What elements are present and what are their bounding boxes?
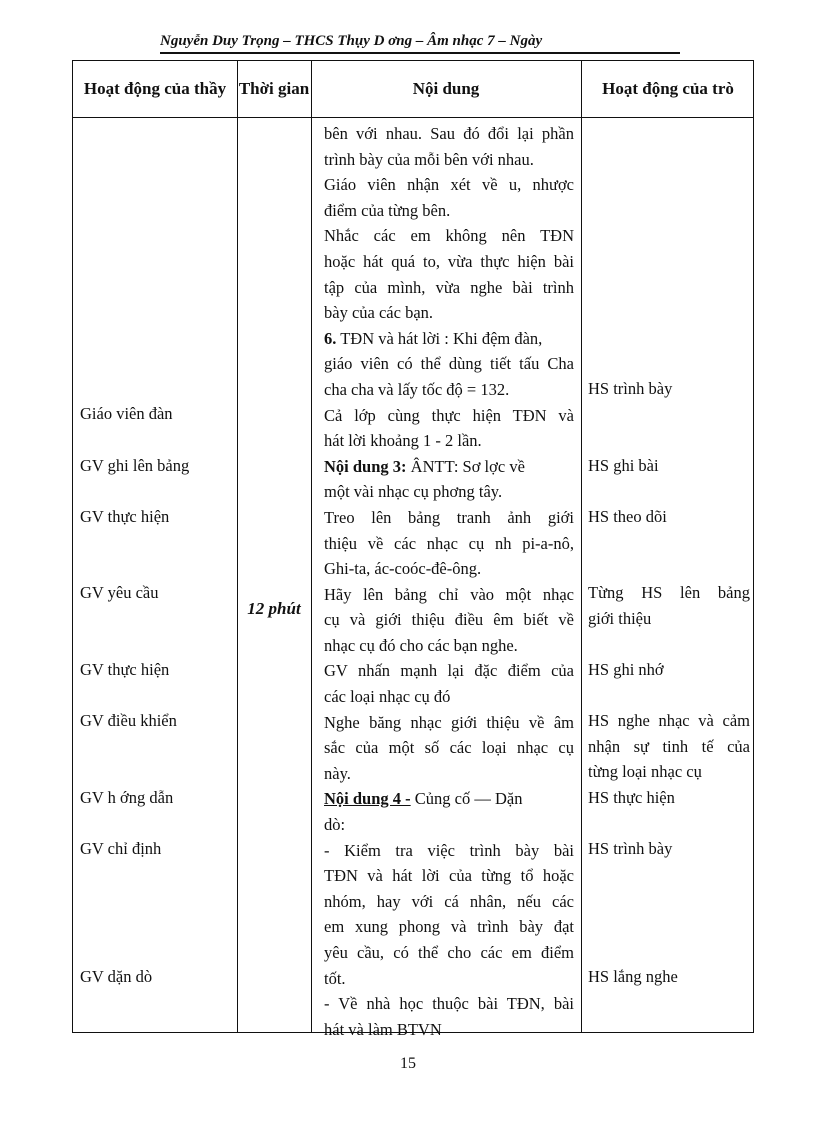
content-line: nhóm, hay với cá nhân, nếu các [324,891,574,911]
content-line-rest: ÂNTT: Sơ lợc về [406,456,525,476]
content-line: cụ và giới thiệu điều êm biết về [324,610,574,630]
student-activity-line: từng loại nhạc cụ [588,762,702,782]
column-divider [237,61,238,1032]
student-activity-line: HS nghe nhạc và cảm [588,711,750,730]
content-line [324,454,574,480]
content-line: - Về nhà học thuộc bài TĐN, bài [324,994,574,1014]
header-content: Nội dung [412,79,480,98]
content-line: Hãy lên bảng chỉ vào một nhạc [324,584,574,604]
header-student-activity: Hoạt động của trò [602,79,734,98]
content-line: này. [324,763,351,783]
teacher-activity: GV yêu cầu [80,583,159,602]
content-line: - Kiểm tra việc trình bày bài [324,840,574,860]
section-heading: Nội dung 3: [324,456,407,476]
teacher-activity: GV thực hiện [80,660,170,679]
time-value: 12 phút [247,599,301,618]
content-line: nhạc cụ đó cho các bạn nghe. [324,635,518,655]
student-activity-line: giới thiệu [588,608,652,628]
teacher-activity: GV chỉ định [80,839,162,858]
content-line: bên với nhau. Sau đó đổi lại phần [324,124,574,143]
student-activity: HS thực hiện [588,788,675,807]
student-activity: HS theo dõi [588,507,667,526]
content-text [324,121,574,1042]
content-line-rest: TĐN và hát lời : Khi đệm đàn, [336,328,543,348]
section-heading: Nội dung 4 - [324,789,411,809]
content-line: dò: [324,815,346,835]
content-line-rest: Củng cố — Dặn [410,789,523,809]
header-time: Thời gian [238,79,310,98]
content-line: bày của các bạn. [324,303,434,323]
header-row-divider [73,117,753,118]
teacher-activity: Giáo viên đàn [80,404,173,423]
content-line: thiệu về các nhạc cụ nh pi-a-nô, [324,533,574,553]
content-line: Nghe băng nhạc giới thiệu về âm [324,712,574,732]
student-activity [588,580,750,631]
content-line: các loại nhạc cụ đó [324,687,451,707]
teacher-activity: GV thực hiện [80,507,170,526]
student-activity: HS ghi nhớ [588,660,664,679]
student-activity-line: nhận sự tinh tế của [588,736,750,756]
teacher-activity: GV h ớng dẫn [80,788,174,807]
content-line: Ghi-ta, ác-coóc-đê-ông. [324,559,482,579]
content-line: tốt. [324,968,346,988]
content-line: Nhắc các em không nên TĐN [324,226,574,246]
content-line: Giáo viên nhận xét về u, nhược [324,175,574,195]
student-activity: HS ghi bài [588,456,659,475]
content-line: hát và làm BTVN [324,1019,442,1039]
page-number: 15 [400,1055,416,1072]
header-teacher-activity: Hoạt động của thầy [83,79,227,98]
teacher-activity: GV điều khiển [80,711,177,730]
content-line [324,786,574,812]
column-divider [581,61,582,1032]
content-line: một vài nhạc cụ phơng tây. [324,482,503,502]
content-line: Cả lớp cùng thực hiện TĐN và [324,405,574,425]
content-line: yêu cầu, có thể cho các em điểm [324,943,574,962]
content-line: hát lời khoảng 1 - 2 lần. [324,431,482,451]
student-activity [588,708,750,785]
content-line: Treo lên bảng tranh ảnh giới [324,507,574,527]
content-line [324,326,574,352]
content-line: điểm của từng bên. [324,200,451,220]
content-line: cha cha và lấy tốc độ = 132. [324,379,510,399]
content-line: tập của mình, vừa nghe bài trình [324,277,574,297]
content-line: trình bày của mỗi bên với nhau. [324,149,534,169]
content-line: em xung phong và trình bày đạt [324,917,574,937]
section-number: 6. [324,328,337,348]
student-activity-line: Từng HS lên bảng [588,583,750,602]
page-header [160,30,680,54]
content-line: GV nhấn mạnh lại đặc điểm của [324,661,574,681]
page-header-text: Nguyễn Duy Trọng – THCS Thụy D ơng – Âm nhạc 7 – Ngày [160,33,543,49]
student-activity: HS trình bày [588,379,673,398]
teacher-activity: GV dặn dò [80,967,153,986]
content-line: hoặc hát quá to, vừa thực hiện bài [324,251,574,271]
content-line: giáo viên có thể dùng tiết tấu Cha [324,354,574,374]
content-line: sắc của một số các loại nhạc cụ [324,738,574,758]
teacher-activity: GV ghi lên bảng [80,456,190,475]
lesson-table [72,60,754,1039]
student-activity: HS lắng nghe [588,967,678,986]
column-divider [311,61,312,1032]
student-activity: HS trình bày [588,839,673,858]
content-line: TĐN và hát lời của từng tổ hoặc [324,866,574,886]
